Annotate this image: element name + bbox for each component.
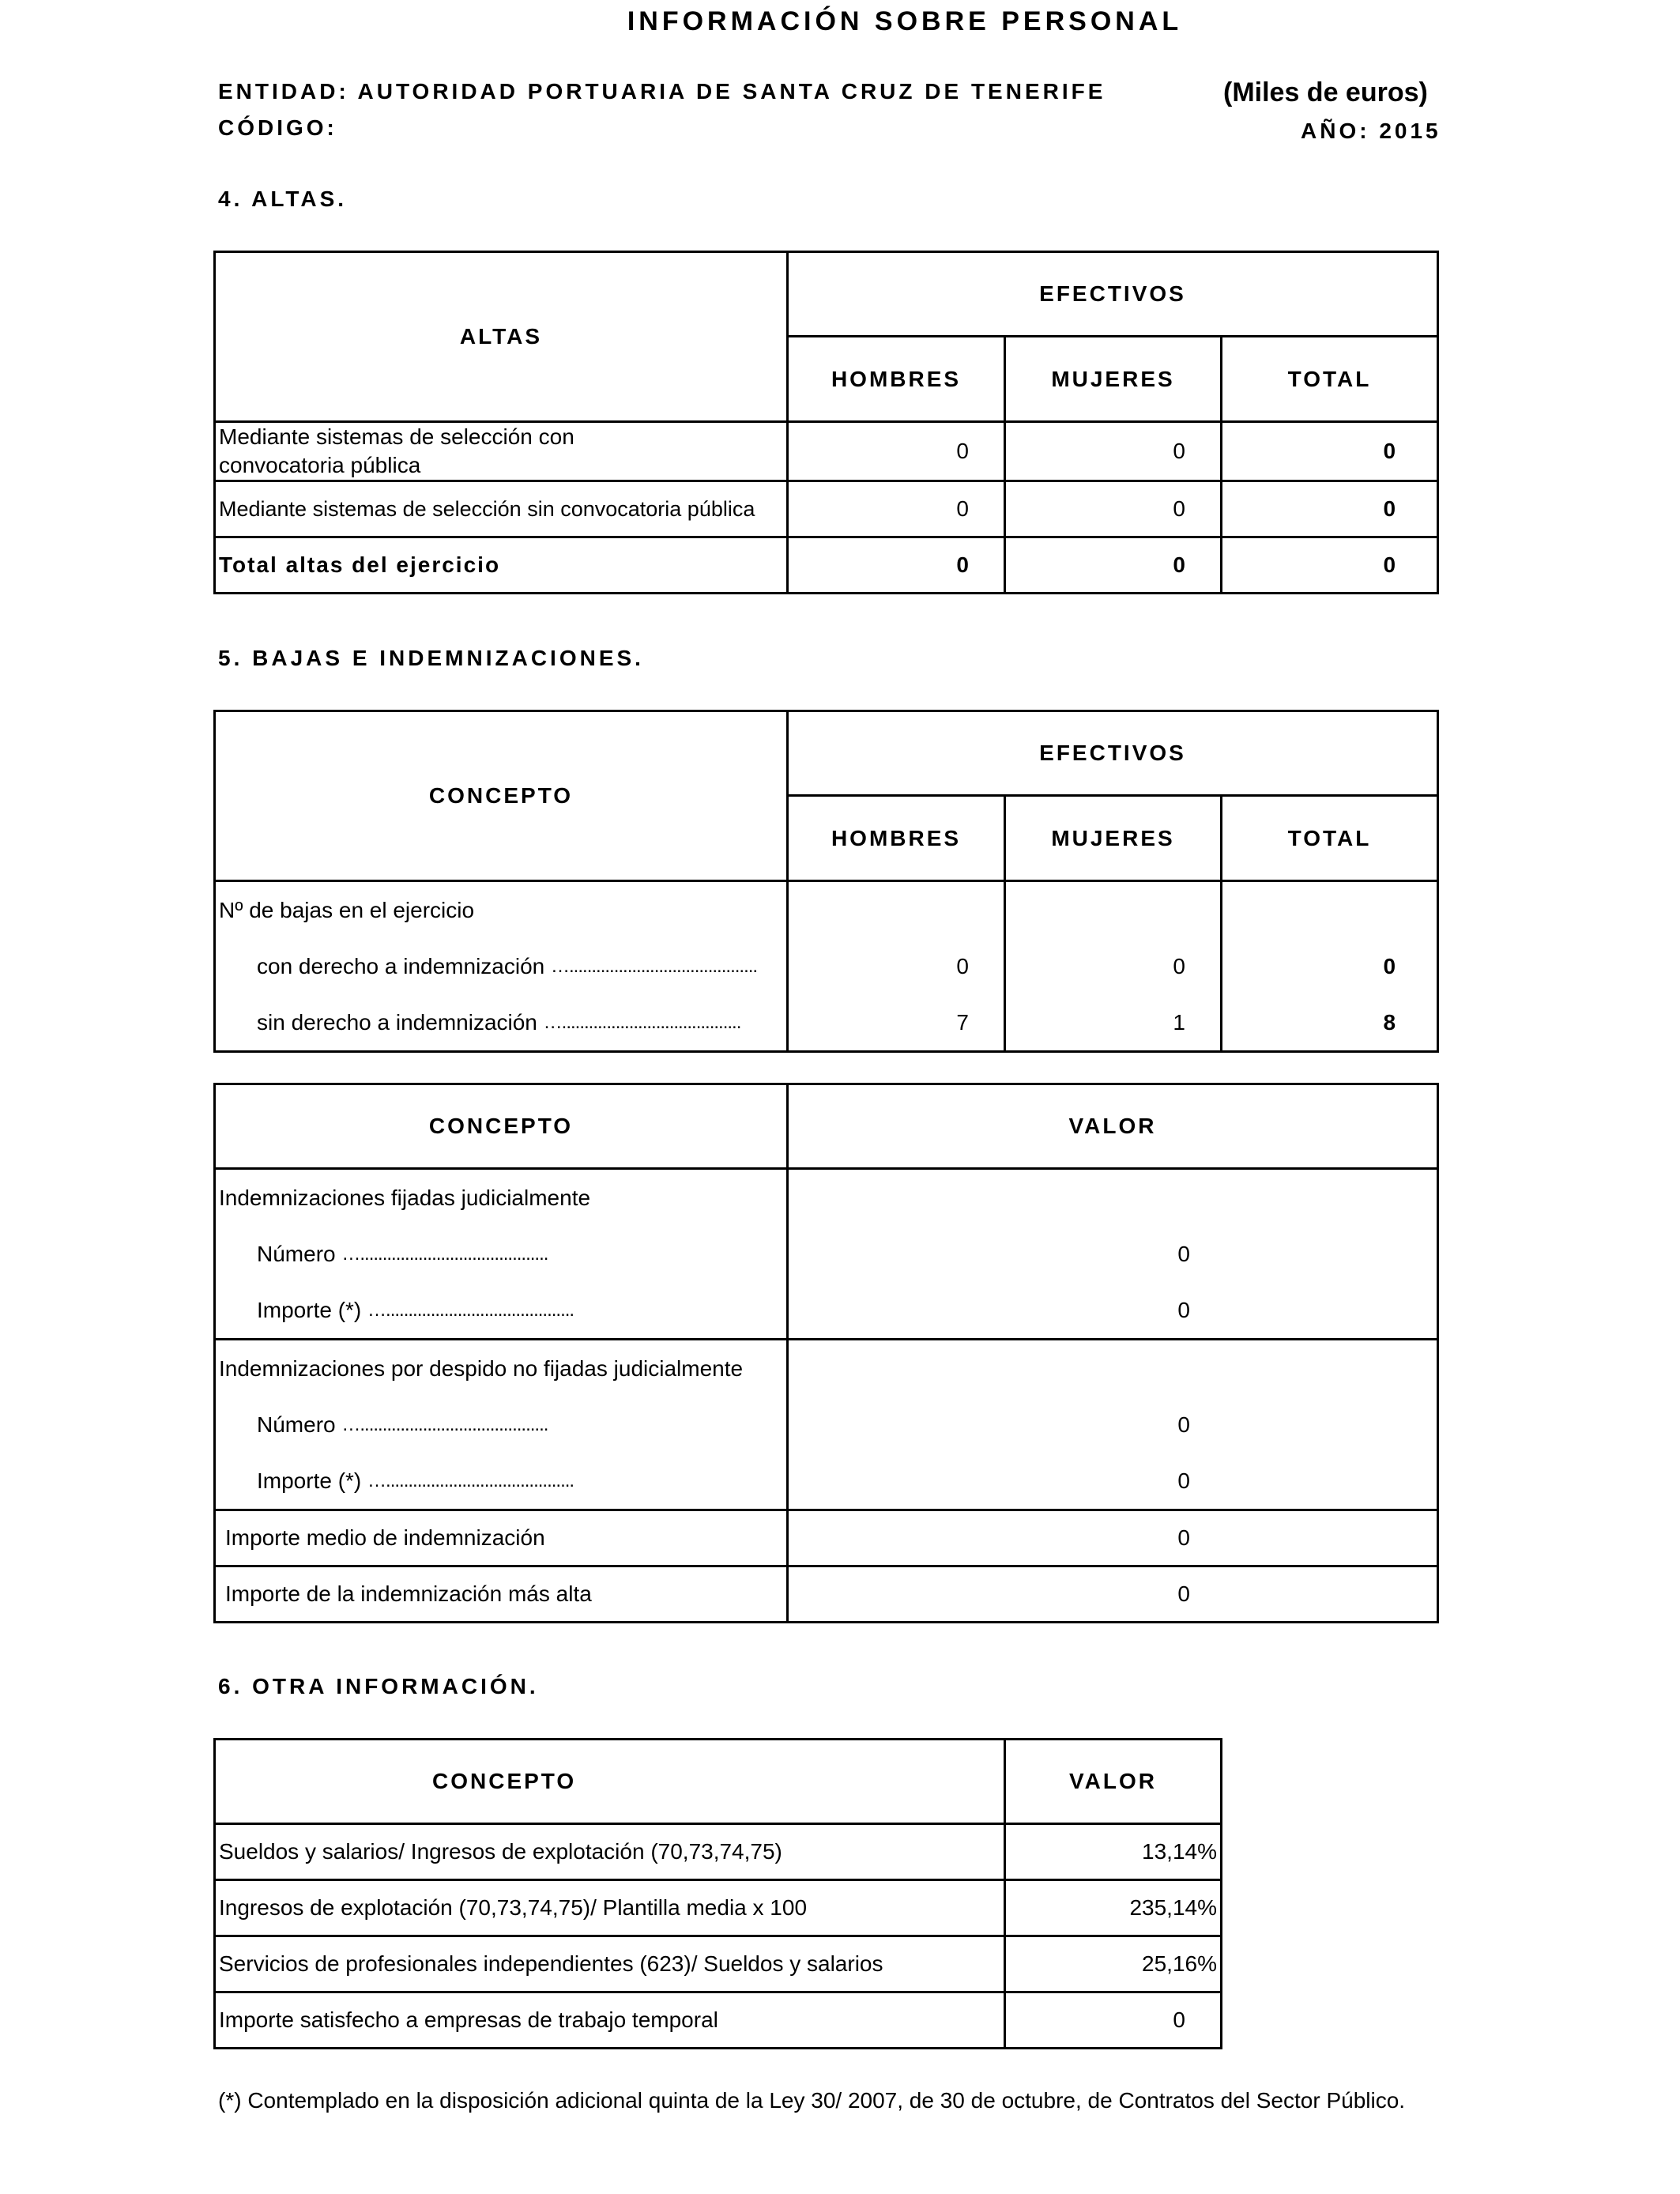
otra-row-label: Ingresos de explotación (70,73,74,75)/ Plantilla media x 100: [215, 1880, 1005, 1936]
indemn-alta-label: Importe de la indemnización más alta: [215, 1566, 788, 1623]
list-item: [216, 1453, 786, 1509]
indemn-concept-header: CONCEPTO: [215, 1084, 788, 1169]
entidad-label: ENTIDAD: AUTORIDAD PORTUARIA DE SANTA CRUZ DE TENERIFE: [218, 79, 1106, 104]
table-row: [215, 537, 1438, 594]
otra-concept-header: CONCEPTO: [215, 1740, 1005, 1824]
table-row: [215, 1566, 1438, 1623]
altas-total-total: 0: [1222, 537, 1438, 594]
table-row: [215, 1992, 1222, 2049]
altas-table: [213, 251, 1439, 594]
otra-row-label: Sueldos y salarios/ Ingresos de explotación (70,73,74,75): [215, 1824, 1005, 1880]
otra-row-label: Servicios de profesionales independientes (623)/ Sueldos y salarios: [215, 1936, 1005, 1992]
indemn-item-dots: …..........................................: [367, 1299, 574, 1321]
table-row: [215, 1824, 1222, 1880]
indemn-item-value: 0: [1177, 1468, 1190, 1493]
bajas-table: [213, 710, 1439, 1053]
section-otra-title: 6. OTRA INFORMACIÓN.: [218, 1674, 539, 1698]
otra-row-value: 0: [1005, 1992, 1222, 2049]
table-row: [215, 1880, 1222, 1936]
indemn-group2-values: [788, 1340, 1438, 1510]
indemn-group2-cell: [215, 1340, 788, 1510]
bajas-hombres-value: 7: [956, 1009, 969, 1035]
altas-row-mujeres: 0: [1005, 422, 1222, 481]
bajas-hombres-value: 0: [956, 953, 969, 978]
section-altas-title: 4. ALTAS.: [218, 187, 348, 211]
altas-row-hombres: 0: [788, 481, 1005, 537]
indemn-item-value: 0: [1177, 1297, 1190, 1322]
bajas-row-dots: …..........................................: [551, 955, 758, 977]
codigo-label: CÓDIGO:: [218, 115, 337, 140]
indemn-alta-value: 0: [788, 1566, 1438, 1623]
indemn-medio-value: 0: [788, 1510, 1438, 1566]
indemn-group2-label: Indemnizaciones por despido no fijadas judicialmente: [219, 1355, 744, 1381]
bajas-mujeres-value: 1: [1173, 1009, 1185, 1035]
list-item: [216, 938, 786, 994]
bajas-row-dots: …........................................: [543, 1011, 741, 1033]
otra-value-header: VALOR: [1005, 1740, 1222, 1824]
indemn-group1-cell: [215, 1169, 788, 1340]
table-row: [215, 1936, 1222, 1992]
bajas-group-label: Nº de bajas en el ejercicio: [219, 897, 475, 922]
list-item: [216, 1282, 786, 1338]
year-label: AÑO: 2015: [1301, 119, 1441, 143]
section-bajas-title: 5. BAJAS E INDEMNIZACIONES.: [218, 646, 644, 670]
indemn-item-dots: …..........................................: [367, 1469, 574, 1491]
page-title: INFORMACIÓN SOBRE PERSONAL: [627, 6, 1183, 36]
altas-concept-header: ALTAS: [215, 252, 788, 422]
bajas-mujeres-cell: [1005, 881, 1222, 1052]
table-row: [215, 422, 1438, 481]
table-row: [215, 1510, 1438, 1566]
bajas-row-label: con derecho a indemnización: [257, 953, 545, 978]
bajas-total-value: 0: [1383, 953, 1396, 978]
bajas-total-header: TOTAL: [1222, 796, 1438, 881]
otra-table: [213, 1738, 1222, 2049]
indemnizaciones-table: [213, 1083, 1439, 1623]
indemn-item-dots: …..........................................: [341, 1413, 548, 1435]
bajas-concept-cell: [215, 881, 788, 1052]
altas-row-mujeres: 0: [1005, 481, 1222, 537]
bajas-mujeres-header: MUJERES: [1005, 796, 1222, 881]
bajas-hombres-header: HOMBRES: [788, 796, 1005, 881]
bajas-row-label: sin derecho a indemnización: [257, 1009, 537, 1035]
altas-hombres-header: HOMBRES: [788, 337, 1005, 422]
indemn-item-value: 0: [1177, 1241, 1190, 1266]
altas-efectivos-header: EFECTIVOS: [788, 252, 1438, 337]
bajas-total-cell: [1222, 881, 1438, 1052]
altas-row-hombres: 0: [788, 422, 1005, 481]
altas-total-header: TOTAL: [1222, 337, 1438, 422]
otra-row-value: 13,14%: [1005, 1824, 1222, 1880]
indemn-item-label: Importe (*): [257, 1297, 362, 1322]
altas-total-hombres: 0: [788, 537, 1005, 594]
list-item: [216, 1397, 786, 1453]
indemn-group1-label: Indemnizaciones fijadas judicialmente: [219, 1185, 591, 1210]
altas-total-label: Total altas del ejercicio: [215, 537, 788, 594]
altas-mujeres-header: MUJERES: [1005, 337, 1222, 422]
altas-total-mujeres: 0: [1005, 537, 1222, 594]
indemn-item-value: 0: [1177, 1412, 1190, 1437]
bajas-concept-header: CONCEPTO: [215, 711, 788, 881]
footnote: (*) Contemplado en la disposición adicional quinta de la Ley 30/ 2007, de 30 de octubre, de Contratos del Sector Público.: [218, 2088, 1406, 2113]
indemn-group1-values: [788, 1169, 1438, 1340]
otra-row-value: 235,14%: [1005, 1880, 1222, 1936]
altas-row-label: Mediante sistemas de selección sin convocatoria pública: [215, 481, 788, 537]
indemn-item-label: Número: [257, 1241, 336, 1266]
bajas-mujeres-value: 0: [1173, 953, 1185, 978]
indemn-value-header: VALOR: [788, 1084, 1438, 1169]
table-row: [215, 481, 1438, 537]
altas-row-total: 0: [1222, 422, 1438, 481]
indemn-item-label: Importe (*): [257, 1468, 362, 1493]
altas-row-total: 0: [1222, 481, 1438, 537]
indemn-item-label: Número: [257, 1412, 336, 1437]
bajas-efectivos-header: EFECTIVOS: [788, 711, 1438, 796]
bajas-hombres-cell: [788, 881, 1005, 1052]
otra-row-value: 25,16%: [1005, 1936, 1222, 1992]
list-item: [216, 1226, 786, 1282]
otra-row-label: Importe satisfecho a empresas de trabajo temporal: [215, 1992, 1005, 2049]
units-label: (Miles de euros): [1223, 77, 1428, 107]
altas-row-label: Mediante sistemas de selección con convocatoria pública: [215, 422, 788, 481]
list-item: [216, 994, 786, 1050]
bajas-total-value: 8: [1383, 1009, 1396, 1035]
indemn-medio-label: Importe medio de indemnización: [215, 1510, 788, 1566]
indemn-item-dots: …..........................................: [341, 1242, 548, 1265]
